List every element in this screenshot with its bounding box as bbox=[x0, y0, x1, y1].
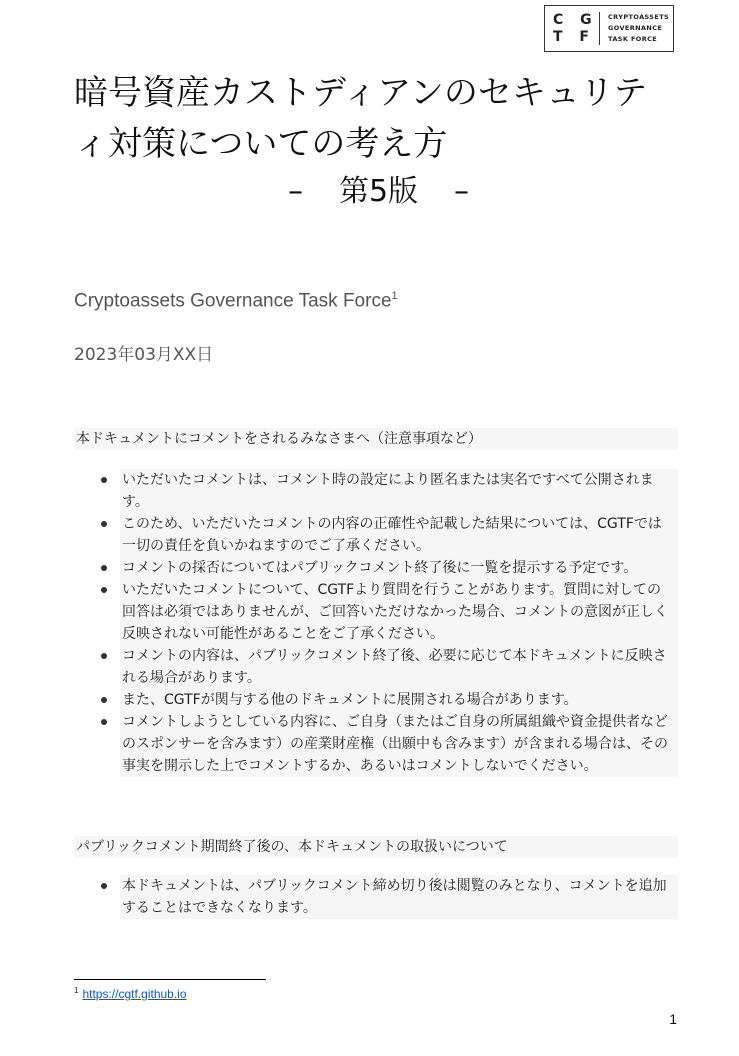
logo-monogram-row1: C G bbox=[553, 11, 598, 28]
list-item bbox=[74, 557, 678, 579]
list-item bbox=[74, 579, 678, 645]
logo-divider bbox=[599, 12, 600, 45]
author-line bbox=[74, 290, 398, 312]
bullet-icon bbox=[101, 477, 107, 483]
footnote bbox=[74, 986, 187, 1001]
bullet-icon bbox=[101, 883, 107, 889]
list-item-text: いただいたコメントは、コメント時の設定により匿名または実名ですべて公開されます。 bbox=[120, 469, 678, 513]
list-item bbox=[74, 875, 678, 919]
comment-notice-list bbox=[74, 469, 678, 777]
document-title: 暗号資産カストディアンのセキュリティ対策についての考え方 bbox=[74, 73, 648, 164]
list-item-text: いただいたコメントについて、CGTFより質問を行うことがあります。質問に対しての回答は必須ではありませんが、ご回答いただけなかった場合、コメントの意図が正しく反映されない可能性があることをご了承ください。 bbox=[120, 579, 678, 645]
author-footnote-ref[interactable]: 1 bbox=[391, 290, 398, 302]
author-name: Cryptoassets Governance Task Force bbox=[74, 290, 392, 312]
logo-wordmark bbox=[608, 12, 669, 45]
logo-monogram bbox=[545, 12, 599, 46]
after-period-heading: パブリックコメント期間終了後の、本ドキュメントの取扱いについて bbox=[74, 836, 678, 858]
bullet-icon bbox=[101, 521, 107, 527]
bullet-icon bbox=[101, 697, 107, 703]
list-item-text: また、CGTFが関与する他のドキュメントに展開される場合があります。 bbox=[120, 689, 678, 711]
logo-line-2: GOVERNANCE bbox=[608, 24, 663, 32]
footnote-divider bbox=[74, 979, 266, 980]
footnote-link[interactable]: https://cgtf.github.io bbox=[82, 987, 187, 1001]
bullet-icon bbox=[101, 587, 107, 593]
list-item-text: コメントの内容は、パブリックコメント終了後、必要に応じて本ドキュメントに反映される場合があります。 bbox=[120, 645, 678, 689]
list-item bbox=[74, 513, 678, 557]
list-item-text: 本ドキュメントは、パブリックコメント締め切り後は閲覧のみとなり、コメントを追加することはできなくなります。 bbox=[120, 875, 678, 919]
list-item bbox=[74, 689, 678, 711]
page-number: 1 bbox=[669, 1011, 677, 1027]
logo-line-1: CRYPTOASSETS bbox=[608, 13, 670, 21]
edition-dash-right: – bbox=[454, 174, 470, 209]
list-item-text: コメントの採否についてはパブリックコメント終了後に一覧を提示する予定です。 bbox=[120, 557, 678, 579]
after-period-list bbox=[74, 875, 678, 919]
bullet-icon bbox=[101, 719, 107, 725]
list-item-text: このため、いただいたコメントの内容の正確性や記載した結果については、CGTFでは一切の責任を負いかねますのでご了承ください。 bbox=[120, 513, 678, 557]
list-item bbox=[74, 469, 678, 513]
bullet-icon bbox=[101, 653, 107, 659]
bullet-icon bbox=[101, 565, 107, 571]
list-item-text: コメントしようとしている内容に、ご自身（またはご自身の所属組織や資金提供者などのスポンサーを含みます）の産業財産権（出願中も含みます）が含まれる場合は、その事実を開示した上でコメントするか、あるいはコメントしないでください。 bbox=[120, 711, 678, 777]
cgtf-logo bbox=[544, 5, 674, 52]
edition-label: 第5版 bbox=[338, 174, 419, 209]
edition-dash-left: – bbox=[287, 174, 303, 209]
logo-monogram-row2: T F bbox=[553, 28, 595, 45]
footnote-number: 1 bbox=[74, 986, 79, 995]
logo-line-3: TASK FORCE bbox=[608, 35, 658, 43]
list-item bbox=[74, 645, 678, 689]
document-date: 2023年03月XX日 bbox=[74, 345, 214, 365]
list-item bbox=[74, 711, 678, 777]
comment-notice-heading: 本ドキュメントにコメントをされるみなさまへ（注意事項など） bbox=[74, 428, 678, 450]
edition-line bbox=[0, 167, 739, 217]
